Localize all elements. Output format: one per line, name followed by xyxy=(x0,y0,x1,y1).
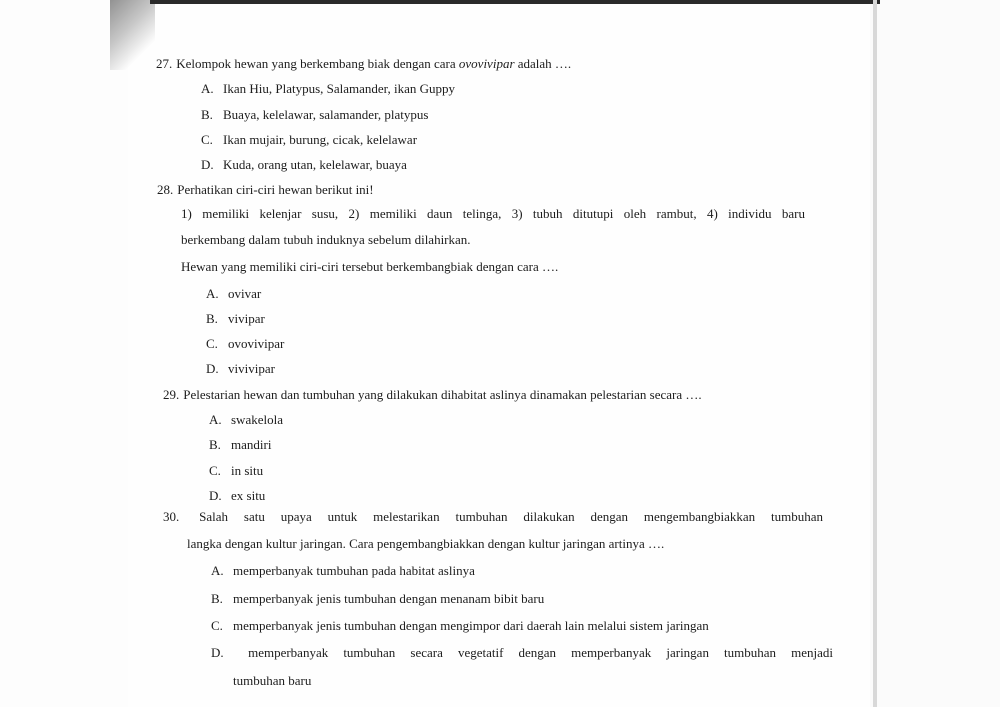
question-27-stem xyxy=(156,56,571,72)
option-text: memperbanyak tumbuhan secara vegetatif dengan memperbanyak jaringan tumbuhan menjadi xyxy=(248,645,833,660)
question-30-stem-line-1 xyxy=(163,509,823,525)
question-number: 28. xyxy=(157,182,174,197)
paper-top-edge xyxy=(150,0,880,4)
option-label: C. xyxy=(201,132,213,147)
option-text: vivipar xyxy=(228,311,265,326)
question-27-option-b[interactable] xyxy=(201,107,428,123)
question-number: 30. xyxy=(163,509,180,524)
question-28-option-c[interactable] xyxy=(206,336,284,352)
question-27-option-a[interactable] xyxy=(201,81,455,97)
question-number: 27. xyxy=(156,56,173,71)
option-text: Ikan Hiu, Platypus, Salamander, ikan Guppy xyxy=(223,81,455,96)
paper-right-edge xyxy=(873,0,877,707)
question-28-stem xyxy=(157,182,374,198)
question-28-detail-line-2: berkembang dalam tubuh induknya sebelum dilahirkan. xyxy=(181,232,471,247)
question-28-option-a[interactable] xyxy=(206,286,261,302)
question-29-option-b[interactable] xyxy=(209,437,271,453)
option-text: Ikan mujair, burung, cicak, kelelawar xyxy=(223,132,418,147)
option-label: A. xyxy=(211,563,224,578)
option-text: vivivipar xyxy=(228,361,275,376)
question-text: Kelompok hewan yang berkembang biak dengan cara xyxy=(176,56,456,71)
option-label: C. xyxy=(206,336,218,351)
question-28-option-d[interactable] xyxy=(206,361,275,377)
option-label: B. xyxy=(206,311,218,326)
question-30-option-d[interactable] xyxy=(211,645,833,661)
question-29-option-a[interactable] xyxy=(209,412,283,428)
question-text: Pelestarian hewan dan tumbuhan yang dilakukan dihabitat aslinya dinamakan pelestarian secara …. xyxy=(183,387,702,402)
option-label: A. xyxy=(206,286,219,301)
question-29-option-d[interactable] xyxy=(209,488,265,504)
option-label: D. xyxy=(206,361,219,376)
option-text: memperbanyak jenis tumbuhan dengan mengimpor dari daerah lain melalui sistem jaringan xyxy=(233,618,709,633)
question-italic-term: ovovivipar xyxy=(458,56,515,71)
question-30-option-d-continuation: tumbuhan baru xyxy=(233,673,312,688)
option-label: A. xyxy=(201,81,214,96)
option-label: A. xyxy=(209,412,222,427)
option-text: mandiri xyxy=(231,437,272,452)
option-text: memperbanyak tumbuhan pada habitat aslinya xyxy=(233,563,475,578)
option-text: memperbanyak jenis tumbuhan dengan menanam bibit baru xyxy=(233,591,545,606)
option-label: B. xyxy=(201,107,213,122)
option-label: C. xyxy=(211,618,223,633)
question-27-option-c[interactable] xyxy=(201,132,417,148)
option-text: ovovivipar xyxy=(228,336,285,351)
question-30-option-a[interactable] xyxy=(211,563,475,579)
option-label: D. xyxy=(211,645,224,660)
question-text: Salah satu upaya untuk melestarikan tumbuhan dilakukan dengan mengembangbiakkan tumbuhan xyxy=(199,509,823,524)
question-number: 29. xyxy=(163,387,180,402)
question-29-stem xyxy=(163,387,702,403)
question-30-stem-line-2: langka dengan kultur jaringan. Cara pengembangbiakkan dengan kultur jaringan artinya …. xyxy=(187,536,665,551)
question-text-end: adalah …. xyxy=(517,56,572,71)
option-text: in situ xyxy=(231,463,264,478)
background-right xyxy=(860,0,1000,707)
option-text: Kuda, orang utan, kelelawar, buaya xyxy=(223,157,407,172)
background-left xyxy=(0,0,135,707)
paper-fold-shadow xyxy=(110,0,155,70)
question-text: Perhatikan ciri-ciri hewan berikut ini! xyxy=(177,182,374,197)
question-30-option-c[interactable] xyxy=(211,618,709,634)
option-label: D. xyxy=(209,488,222,503)
question-28-option-b[interactable] xyxy=(206,311,265,327)
option-label: D. xyxy=(201,157,214,172)
option-text: ex situ xyxy=(231,488,266,503)
option-text: ovivar xyxy=(228,286,262,301)
question-28-prompt: Hewan yang memiliki ciri-ciri tersebut berkembangbiak dengan cara …. xyxy=(181,259,559,274)
option-label: B. xyxy=(211,591,223,606)
question-27-option-d[interactable] xyxy=(201,157,407,173)
question-29-option-c[interactable] xyxy=(209,463,263,479)
option-label: B. xyxy=(209,437,221,452)
option-label: C. xyxy=(209,463,221,478)
option-text: swakelola xyxy=(231,412,283,427)
question-28-detail-line-1: 1) memiliki kelenjar susu, 2) memiliki daun telinga, 3) tubuh ditutupi oleh rambut, 4) individu baru xyxy=(181,206,805,221)
question-30-option-b[interactable] xyxy=(211,591,544,607)
option-text: Buaya, kelelawar, salamander, platypus xyxy=(223,107,429,122)
